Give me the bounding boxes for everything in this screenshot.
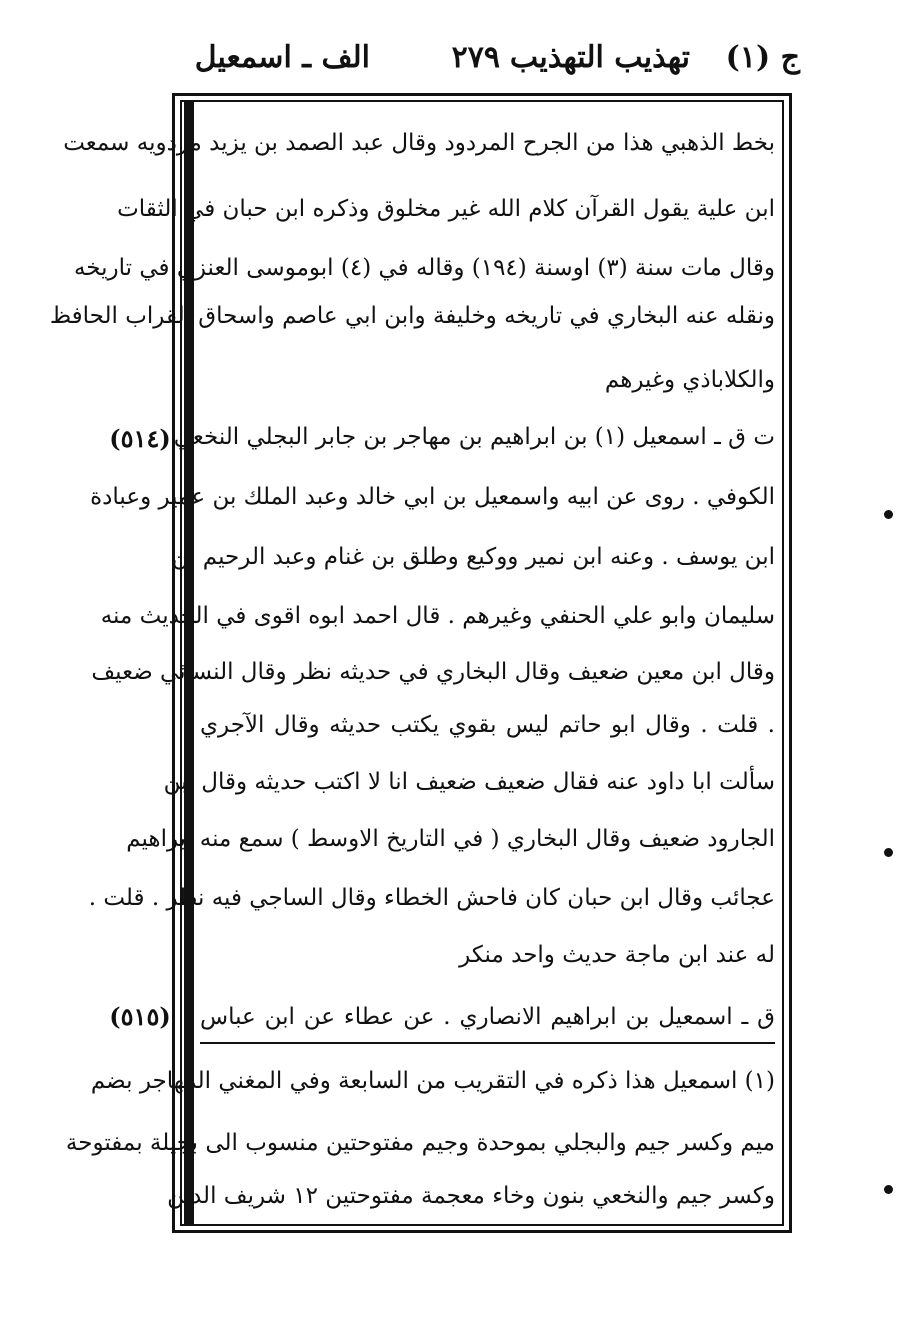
section-title: الف ـ اسمعيل bbox=[194, 40, 370, 75]
scan-mark bbox=[884, 848, 893, 857]
text-line: وقال مات سنة (٣) اوسنة (١٩٤) وقاله في (٤) ابوموسى العنزي في تاريخه bbox=[73, 255, 775, 281]
footnote-line: ميم وكسر جيم والبجلي بموحدة وجيم مفتوحتين منسوب الى بجيلة بمفتوحة bbox=[65, 1130, 775, 1156]
text-line: ونقله عنه البخاري في تاريخه وخليفة وابن ابي عاصم واسحاق القراب الحافظ bbox=[49, 303, 775, 329]
footnote-line: (١) اسمعيل هذا ذكره في التقريب من السابعة وفي المغني المهاجر بضم bbox=[90, 1068, 775, 1094]
entry-number: (٥١٥) bbox=[109, 1002, 171, 1031]
text-line: ابن علية يقول القرآن كلام الله غير مخلوق وذكره ابن حبان في الثقات bbox=[117, 196, 775, 222]
text-line: وقال ابن معين ضعيف وقال البخاري في حديثه نظر وقال النسائي ضعيف bbox=[91, 659, 775, 685]
text-line: الجارود ضعيف وقال البخاري ( في التاريخ الاوسط ) سمع منه ابراهيم bbox=[126, 826, 775, 852]
text-line: سليمان وابو علي الحنفي وغيرهم . قال احمد ابوه اقوى في الحديث منه bbox=[100, 603, 775, 629]
scan-mark bbox=[884, 1185, 893, 1194]
footnote-separator bbox=[200, 1042, 775, 1044]
entry-number: (٥١٤) bbox=[109, 424, 171, 453]
volume-number: ج (١) bbox=[725, 40, 800, 75]
text-line: سألت ابا داود عنه فقال ضعيف ضعيف انا لا اكتب حديثه وقال ابن bbox=[163, 769, 775, 795]
running-header bbox=[180, 40, 800, 100]
text-line: له عند ابن ماجة حديث واحد منكر bbox=[459, 942, 775, 968]
footnote-line: وكسر جيم والنخعي بنون وخاء معجمة مفتوحتين ١٢ شريف الدين bbox=[167, 1183, 775, 1209]
text-line: ابن يوسف . وعنه ابن نمير ووكيع وطلق بن غنام وعبد الرحيم بن bbox=[171, 544, 775, 570]
text-line: والكلاباذي وغيرهم bbox=[604, 367, 775, 393]
book-title: تهذيب التهذيب bbox=[509, 40, 690, 75]
entry-heading-line: ت ق ـ اسمعيل (١) بن ابراهيم بن مهاجر بن جابر البجلي النخعي bbox=[173, 424, 775, 450]
scan-mark bbox=[884, 510, 893, 519]
text-line: الكوفي . روى عن ابيه واسمعيل بن ابي خالد وعبد الملك بن عمير وعبادة bbox=[90, 484, 775, 510]
entry-heading-line: ق ـ اسمعيل بن ابراهيم الانصاري . عن عطاء عن ابن عباس bbox=[200, 1004, 775, 1030]
text-line: . قلت . وقال ابو حاتم ليس بقوي يكتب حديثه وقال الآجري bbox=[200, 712, 775, 738]
text-line: عجائب وقال ابن حبان كان فاحش الخطاء وقال الساجي فيه نظر . قلت . bbox=[88, 885, 775, 911]
page-number: ٢٧٩ bbox=[451, 40, 500, 75]
text-line: بخط الذهبي هذا من الجرح المردود وقال عبد الصمد بن يزيد مردويه سمعت bbox=[63, 130, 775, 156]
